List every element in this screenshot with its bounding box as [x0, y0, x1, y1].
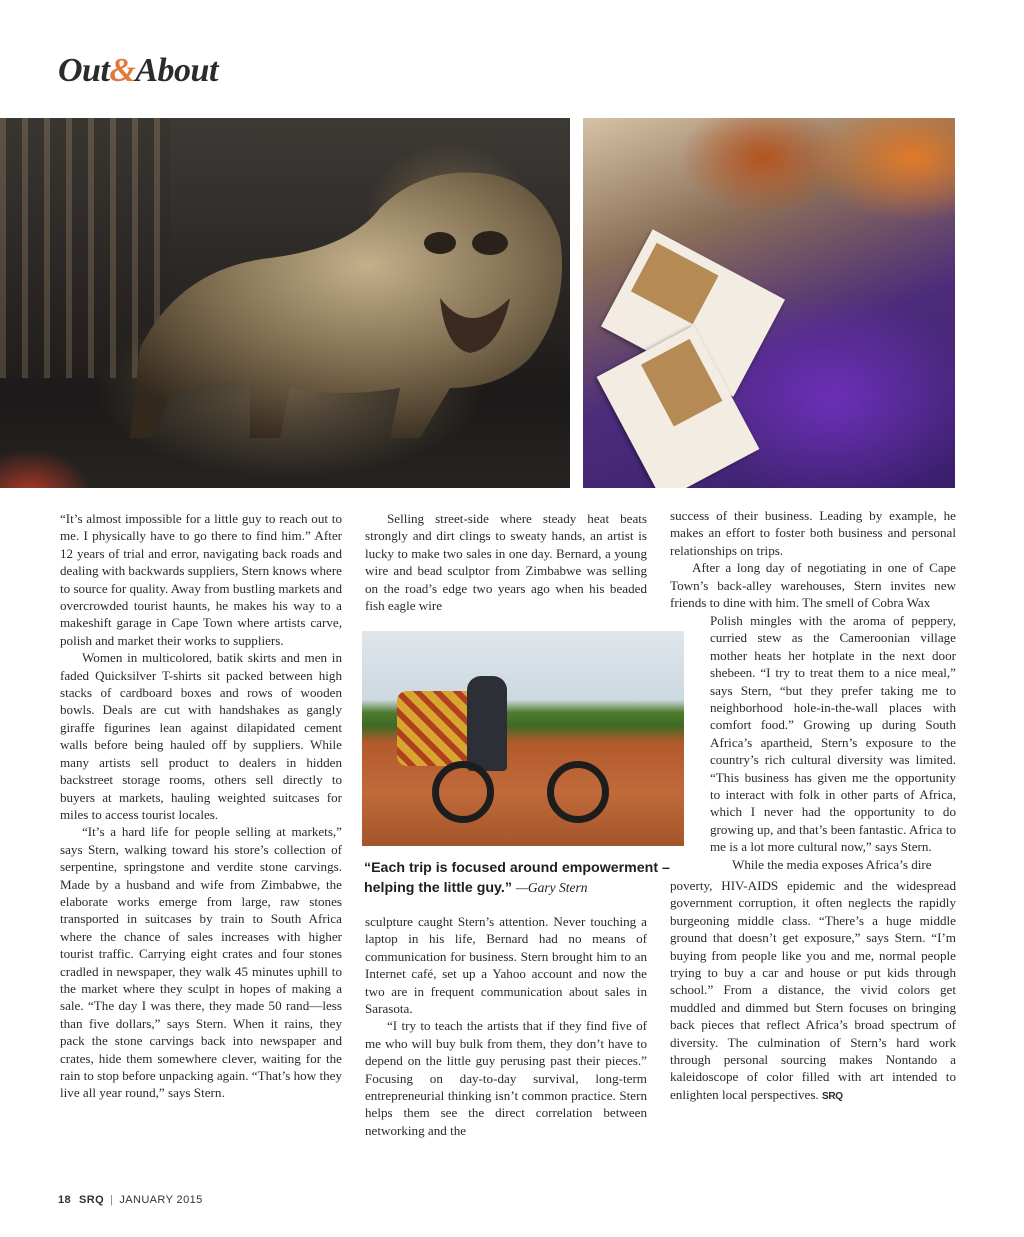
page-footer — [58, 1194, 203, 1206]
paragraph: Women in multicolored, batik skirts and men in faded Quicksilver T-shirts sit packed between high stacks of cardboard boxes and rows of wooden bowls. Deals are cut with handshakes as gangly giraffe figurines lean against dilapidated cement walls before being hauled off by suppliers. While many artists sell product to dealers in hidden backstreet storage rooms, others sell directly to buyers at markets, hauling weighted suitcases for miles to access tourist locales. — [60, 650, 342, 822]
article-column-2-top — [365, 510, 647, 614]
paragraph: sculpture caught Stern’s attention. Never touching a laptop in his life, Bernard had no means of communication for business. Stern brought him to an Internet café, set up a Yahoo account and now the two are in frequent communication about sales in Sarasota. — [365, 914, 647, 1017]
paragraph: After a long day of negotiating in one of Cape Town’s back-alley warehouses, Stern invites new friends to dine with him. The smell of Cobra Wax — [670, 560, 956, 611]
article-column-3-top — [670, 507, 956, 611]
paragraph-text: poverty, HIV-AIDS epidemic and the widespread government corruption, it often neglects the rapidly burgeoning middle class. “There’s a huge middle ground that doesn’t get exposure,” says Stern. “I’m buying from people like you and me, normal people trying to buy a car and house or put kids through school.” From a distance, the vivid colors get muddled and dimmed but Stern focuses on bringing back pieces that reflect Africa’s broad spectrum of diversity. The culmination of Stern’s hard work through personal sourcing makes Nontando a kaleidoscope of color filled with art intended to enlighten local perspectives. — [670, 878, 956, 1102]
paragraph: “It’s almost impossible for a little guy to reach out to me. I physically have to go there to find him.” After 12 years of trial and error, navigating back roads and dealing with backwards suppliers, Stern knows where to source for quality. Away from bustling markets and overcrowded tourist haunts, he makes his way to a makeshift garage in Cape Town where artists carve, polish and market their works to suppliers. — [60, 511, 342, 648]
pull-quote-attribution: —Gary Stern — [515, 880, 588, 895]
issue-date: JANUARY 2015 — [119, 1194, 203, 1206]
paragraph — [670, 877, 956, 1105]
paragraph: Selling street-side where steady heat beats strongly and dirt clings to sweaty hands, an artist is lucky to make two sales in one day. Bernard, a young wire and bead sculptor from Zimbabwe was selling on the road’s edge two years ago when his beaded fish eagle wire — [365, 511, 647, 614]
article-column-1 — [60, 510, 342, 1102]
section-title-ampersand: & — [109, 52, 136, 89]
magazine-name: SRQ — [79, 1194, 105, 1206]
photo-beaded-crafts — [583, 118, 955, 488]
article-column-3-inset — [710, 612, 956, 873]
article-column-3-bottom — [670, 877, 956, 1105]
section-title-about: About — [135, 52, 218, 89]
footer-separator: | — [110, 1194, 114, 1206]
photo-motorcycle-armchair — [362, 631, 684, 846]
page-number: 18 — [58, 1194, 72, 1206]
photo-wheel-shape — [547, 761, 609, 823]
article-column-2-bottom — [365, 913, 647, 1139]
leopard-sculpture-shape — [120, 148, 570, 448]
srq-end-mark: SRQ — [822, 1090, 843, 1102]
paragraph: While the media exposes Africa’s dire — [732, 856, 932, 872]
pull-quote-text: “Each trip is focused around empowerment – helping the little guy.” — [364, 860, 670, 896]
craft-tag-image — [631, 243, 719, 324]
photo-leopard-sculpture — [0, 118, 570, 488]
section-title — [58, 52, 218, 90]
section-title-out: Out — [58, 52, 110, 89]
paragraph: “I try to teach the artists that if they find five of me who will buy bulk from them, they don’t have to depend on the little guy perusing past their pieces.” Focusing on day-to-day survival, long-term entrepreneurial thinking isn’t common practice. Stern helps them see the direct correlation between networking and the — [365, 1018, 647, 1138]
photo-rider-shape — [467, 676, 507, 771]
paragraph: “It’s a hard life for people selling at markets,” says Stern, walking toward his store’s collection of serpentine, springstone and verdite stone carvings. Made by a husband and wife from Zimbabwe, the elaborate works emerge from large, raw stones transported in suitcases by train to South Africa where the chance of sales increases with higher tourist traffic. Carrying eight crates and four stones cradled in newspaper, they walk 45 minutes uphill to the market where they sculpt in hopes of making a sale. “The day I was there, they made 50 rand—less than five dollars,” says Stern. When it rains, they pack the stone carvings back into newspaper and crates, hide them somewhere clever, waiting for the rain to stop before unpacking again. “That’s how they live all year round,” says Stern. — [60, 824, 342, 1101]
paragraph: success of their business. Leading by example, he makes an effort to foster both business and personal relationships on trips. — [670, 508, 956, 558]
paragraph: Polish mingles with the aroma of peppery, curried stew as the Cameroonian village mother heats her hotplate in the next door shebeen. “I try to treat them to a nice meal,” says Stern, “but they prefer taking me to neighborhood hole-in-the-wall places with comfort food.” Growing up during South Africa’s apartheid, Stern’s exposure to the country’s rich cultural diversity was limited. “This business has given me the opportunity to interact with folk in other parts of Africa, which I never had the opportunity to do growing up, and that’s been fantastic. Africa to me is a lot more cultural now,” says Stern. — [710, 613, 956, 855]
pull-quote — [364, 858, 684, 898]
photo-wheel-shape — [432, 761, 494, 823]
